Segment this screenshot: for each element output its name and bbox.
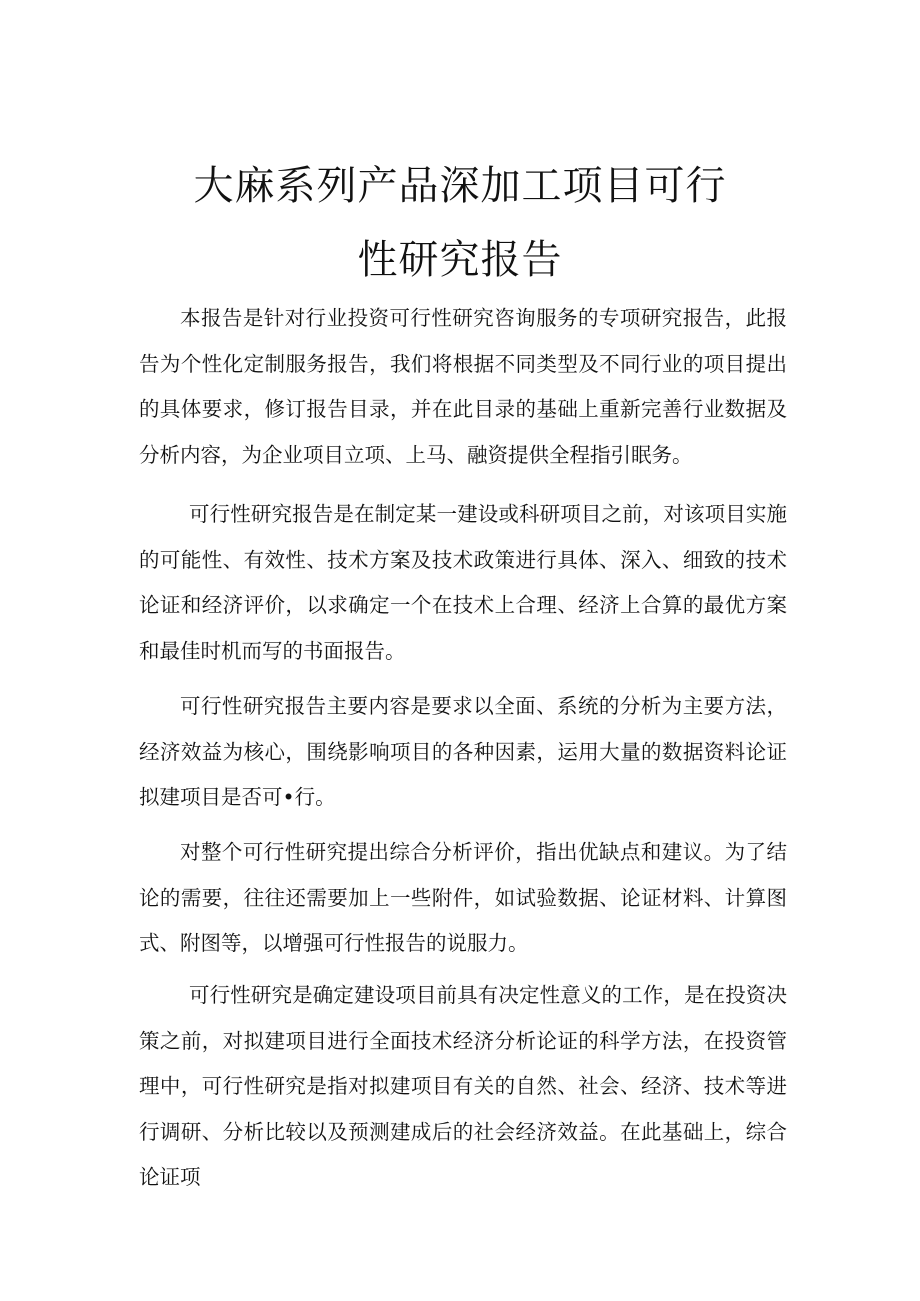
document-title-line-1: 大麻系列产品深加工项目可行 xyxy=(193,163,727,209)
paragraph-2: 可行性研究报告是在制定某一建设或科研项目之前，对该项目实施的可能性、有效性、技术方案及技术政策进行具体、深入、细致的技术论证和经济评价，以求确定一个在技术上合理、经济上合算的最优方案和最佳时机而写的书面报告。 xyxy=(139,502,787,663)
document-title-line-2: 性研究报告 xyxy=(357,237,563,283)
paragraph-1: 本报告是针对行业投资可行性研究咨询服务的专项研究报告，此报告为个性化定制服务报告，我们将根据不同类型及不同行业的项目提出的具体要求，修订报告目录，并在此目录的基础上重新完善行业数据及分析内容，为企业项目立项、上马、融资提供全程指引眠务。 xyxy=(139,306,787,467)
paragraph-4: 对整个可行性研究提出综合分析评价，指出优缺点和建议。为了结论的需要，往往还需要加上一些附件，如试验数据、论证材料、计算图式、附图等，以增强可行性报告的说服力。 xyxy=(139,840,787,955)
paragraph-5: 可行性研究是确定建设项目前具有决定性意义的工作，是在投资决策之前，对拟建项目进行全面技术经济分析论证的科学方法，在投资管理中，可行性研究是指对拟建项目有关的自然、社会、经济、技术等进行调研、分析比较以及预测建成后的社会经济效益。在此基础上，综合论证项 xyxy=(139,983,787,1189)
paragraph-3: 可行性研究报告主要内容是要求以全面、系统的分析为主要方法，经济效益为核心，围绕影响项目的各种因素，运用大量的数据资料论证拟建项目是否可•行。 xyxy=(139,694,787,809)
